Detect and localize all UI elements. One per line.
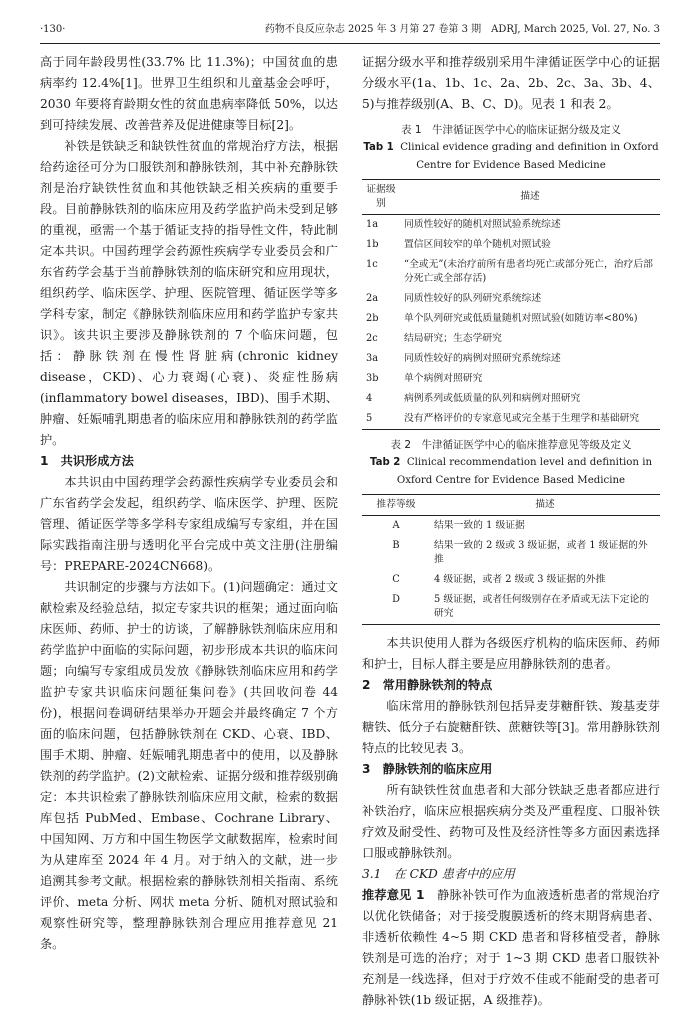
table1-desc-cell: 同质性较好的随机对照试验系统综述 xyxy=(404,219,561,230)
table2-desc-cell: 结果一致的 2 级或 3 级证据，或者 1 级证据的外推 xyxy=(434,540,648,565)
section-heading: 2 常用静脉铁剂的特点 xyxy=(362,678,493,692)
table1-level-cell: 1a xyxy=(366,219,379,230)
table1-level-cell: 5 xyxy=(362,409,400,430)
paragraph: 临床常用的静脉铁剂包括异麦芽糖酐铁、羧基麦芽糖铁、低分子右旋糖酐铁、蔗糖铁等[3]。常用静脉铁剂特点的比较见表 3。 xyxy=(362,699,660,755)
table2-caption-en-text: Clinical recommendation level and definition in Oxford Centre for Evidence Based Medicine xyxy=(396,457,653,486)
table1-caption xyxy=(362,121,660,175)
table2-level-cell: D xyxy=(362,590,430,625)
table1-level-cell: 2b xyxy=(366,313,379,324)
table1-level-cell: 3b xyxy=(366,373,379,384)
table1-level-cell: 1c xyxy=(366,259,378,270)
table1-head-level: 证据级别 xyxy=(362,180,400,215)
table1-row xyxy=(362,349,660,369)
paragraph: 高于同年龄段男性(33.7% 比 11.3%)；中国贫血的患病率约 12.4%[1]。世界卫生组织和儿童基金会呼吁，2030 年要将育龄期女性的贫血患病率降低 50%，以达到可持续发展、改善营养及促进健康等目标[2]。 xyxy=(40,55,338,132)
table1-row xyxy=(362,409,660,430)
table1-desc-cell: “全或无”(未治疗前所有患者均死亡或部分死亡，治疗后部分死亡或全部存活) xyxy=(404,259,653,284)
table2-caption-en xyxy=(362,454,660,490)
subsection-heading: 3.1 在 CKD 患者中的应用 xyxy=(362,867,515,881)
table1-caption-en xyxy=(362,139,660,175)
table1-desc-cell: 同质性较好的病例对照研究系统综述 xyxy=(404,353,561,364)
table1-row xyxy=(362,329,660,349)
recommendation-label: 推荐意见 1 xyxy=(362,888,425,902)
paragraph: 本共识由中国药理学会药源性疾病学专业委员会和广东省药学会发起，组织药学、临床医学、护理、医院管理、循证医学等多学科专家组成编写专家组，并在国际实践指南注册与透明化平台完成中英文注册(注册编号：PREPARE-2024CN668)。 xyxy=(40,475,338,573)
table2-desc-cell: 5 级证据，或者任何级别存在矛盾或无法下定论的研究 xyxy=(430,590,660,625)
paragraph: 共识制定的步骤与方法如下。(1)问题确定：通过文献检索及经验总结，拟定专家共识的框架；通过面向临床医师、药师、护士的访谈，了解静脉铁剂临床应用和药学监护中面临的实际问题，初步形成本共识的临床问题；向编写专家组成员发放《静脉铁剂临床应用和药学监护专家共识临床问题征集问卷》(共回收问卷 44 份)，根据问卷调研结果举办开题会并最终确定 7 个方面的临床问题，包括静脉铁剂在 CKD、心衰、IBD、围手术期、肿瘤、妊娠哺乳期患者中的使用，以及静脉铁剂的药学监护。(2)文献检索、证据分级和推荐级别确定：本共识检索了静脉铁剂临床应用文献，检索的数据库包括 PubMed、Embase、Cochrane Library、中国知网、万方和中国生物医学文献数据库，检索时间为从建库至 2024 年 4 月。对于纳入的文献，进一步追溯其参考文献。根据检索的静脉铁剂相关指南、系统评价、meta 分析、网状 meta 分析、随机对照试验和观察性研究等，整理静脉铁剂合理应用推荐意见 21 条。 xyxy=(40,580,338,951)
table1-row xyxy=(362,255,660,289)
running-title: 药物不良反应杂志 2025 年 3 月第 27 卷第 3 期 ADRJ, March 2025, Vol. 27, No. 3 xyxy=(264,24,660,35)
table2-row xyxy=(362,590,660,625)
recommendation-1 xyxy=(362,885,660,1011)
recommendation-text: 静脉补铁可作为血液透析患者的常规治疗以优化铁储备；对于接受腹膜透析的终末期肾病患者、非透析依赖性 4~5 期 CKD 患者和肾移植受者，静脉铁剂是可选的治疗；对于 1~3 期 CKD 患者口服铁补充剂是一线选择，但对于疗效不佳或不能耐受的患者可静脉补铁(1b 级证据，A 级推荐)。 xyxy=(362,888,660,1007)
table1-desc-cell: 单个队列研究或低质量随机对照试验(如随访率<80%) xyxy=(404,313,638,324)
table1-level-cell: 2c xyxy=(366,333,378,344)
table2-caption-cn: 表 2 牛津循证医学中心的临床推荐意见等级及定义 xyxy=(390,439,632,451)
page-header xyxy=(40,22,660,38)
table1-desc-cell: 结局研究；生态学研究 xyxy=(404,333,502,344)
table2-row xyxy=(362,570,660,590)
paragraph: 本共识使用人群为各级医疗机构的临床医师、药师和护士，目标人群主要是应用静脉铁剂的患者。 xyxy=(362,636,660,671)
table1-row xyxy=(362,215,660,236)
paragraph: 证据分级水平和推荐级别采用牛津循证医学中心的证据分级水平(1a、1b、1c、2a、2b、2c、3a、3b、4、5)与推荐级别(A、B、C、D)。见表 1 和表 2。 xyxy=(362,55,660,111)
page-number: ·130· xyxy=(40,24,66,35)
table1-head-desc: 描述 xyxy=(400,180,660,215)
paragraph: 补铁是铁缺乏和缺铁性贫血的常规治疗方法，根据给药途径可分为口服铁剂和静脉铁剂，其中补充静脉铁剂是治疗缺铁性贫血和其他铁缺乏相关疾病的重要手段。目前静脉铁剂的临床应用及药学监护尚未受到足够的重视，亟需一个基于循证支持的指导性文件，特此制定本共识。中国药理学会药源性疾病学专业委员会和广东省药学会基于当前静脉铁剂的临床研究和应用现状，组织药学、临床医学、护理、医院管理、循证医学等多学科专家，制定《静脉铁剂临床应用和药学监护专家共识》。该共识主要涉及静脉铁剂的 7 个临床问题，包括：静脉铁剂在慢性肾脏病(chronic kidney disease，CKD)、心力衰竭(心衰)、炎症性肠病(inflammatory bowel diseases，IBD)、围手术期、肿瘤、妊娠哺乳期患者的临床应用和静脉铁剂的药学监护。 xyxy=(40,139,338,447)
table1-row xyxy=(362,389,660,409)
table1-caption-cn: 表 1 牛津循证医学中心的临床证据分级及定义 xyxy=(400,124,622,136)
table1-desc-cell: 病例系列或低质量的队列和病例对照研究 xyxy=(404,393,581,404)
table1-row xyxy=(362,309,660,329)
table2-desc-cell: 结果一致的 1 级证据 xyxy=(434,520,525,531)
table1-level-cell: 4 xyxy=(366,393,373,404)
left-column xyxy=(40,52,338,955)
table2-level-cell: B xyxy=(392,540,400,551)
table2-head-desc: 描述 xyxy=(430,495,660,516)
table1-level-cell: 1b xyxy=(366,239,379,250)
table1-desc-cell: 同质性较好的队列研究系统综述 xyxy=(404,293,542,304)
table1-level-cell: 2a xyxy=(366,293,379,304)
table1-caption-en-text: Clinical evidence grading and definition in Oxford Centre for Evidence Based Medicine xyxy=(400,142,659,171)
section-heading: 3 静脉铁剂的临床应用 xyxy=(362,762,493,776)
table1-desc-cell: 没有严格评价的专家意见或完全基于生理学和基础研究 xyxy=(400,409,660,430)
table1-row xyxy=(362,235,660,255)
table1-row xyxy=(362,289,660,309)
header-rule xyxy=(40,43,660,44)
right-column xyxy=(362,52,660,1011)
table1-desc-cell: 置信区间较窄的单个随机对照试验 xyxy=(404,239,551,250)
section-heading: 1 共识形成方法 xyxy=(40,454,134,468)
table2-caption xyxy=(362,436,660,490)
table2-row xyxy=(362,516,660,537)
table2-row xyxy=(362,536,660,570)
table2-head-level: 推荐等级 xyxy=(362,495,430,516)
table1-row xyxy=(362,369,660,389)
table2-level-cell: A xyxy=(392,520,400,531)
table2-desc-cell: 4 级证据，或者 2 级或 3 级证据的外推 xyxy=(434,574,606,585)
table1-level-cell: 3a xyxy=(366,353,379,364)
table2 xyxy=(362,494,660,625)
table2-label: Tab 2 xyxy=(369,457,401,468)
table1-label: Tab 1 xyxy=(363,142,394,153)
table2-level-cell: C xyxy=(392,574,400,585)
table1-desc-cell: 单个病例对照研究 xyxy=(404,373,483,384)
paragraph: 所有缺铁性贫血患者和大部分铁缺乏患者都应进行补铁治疗，临床应根据疾病分类及严重程度、口服补铁疗效及耐受性、药物可及性及经济性等多方面因素选择口服或静脉铁剂。 xyxy=(362,783,660,860)
table1 xyxy=(362,179,660,430)
